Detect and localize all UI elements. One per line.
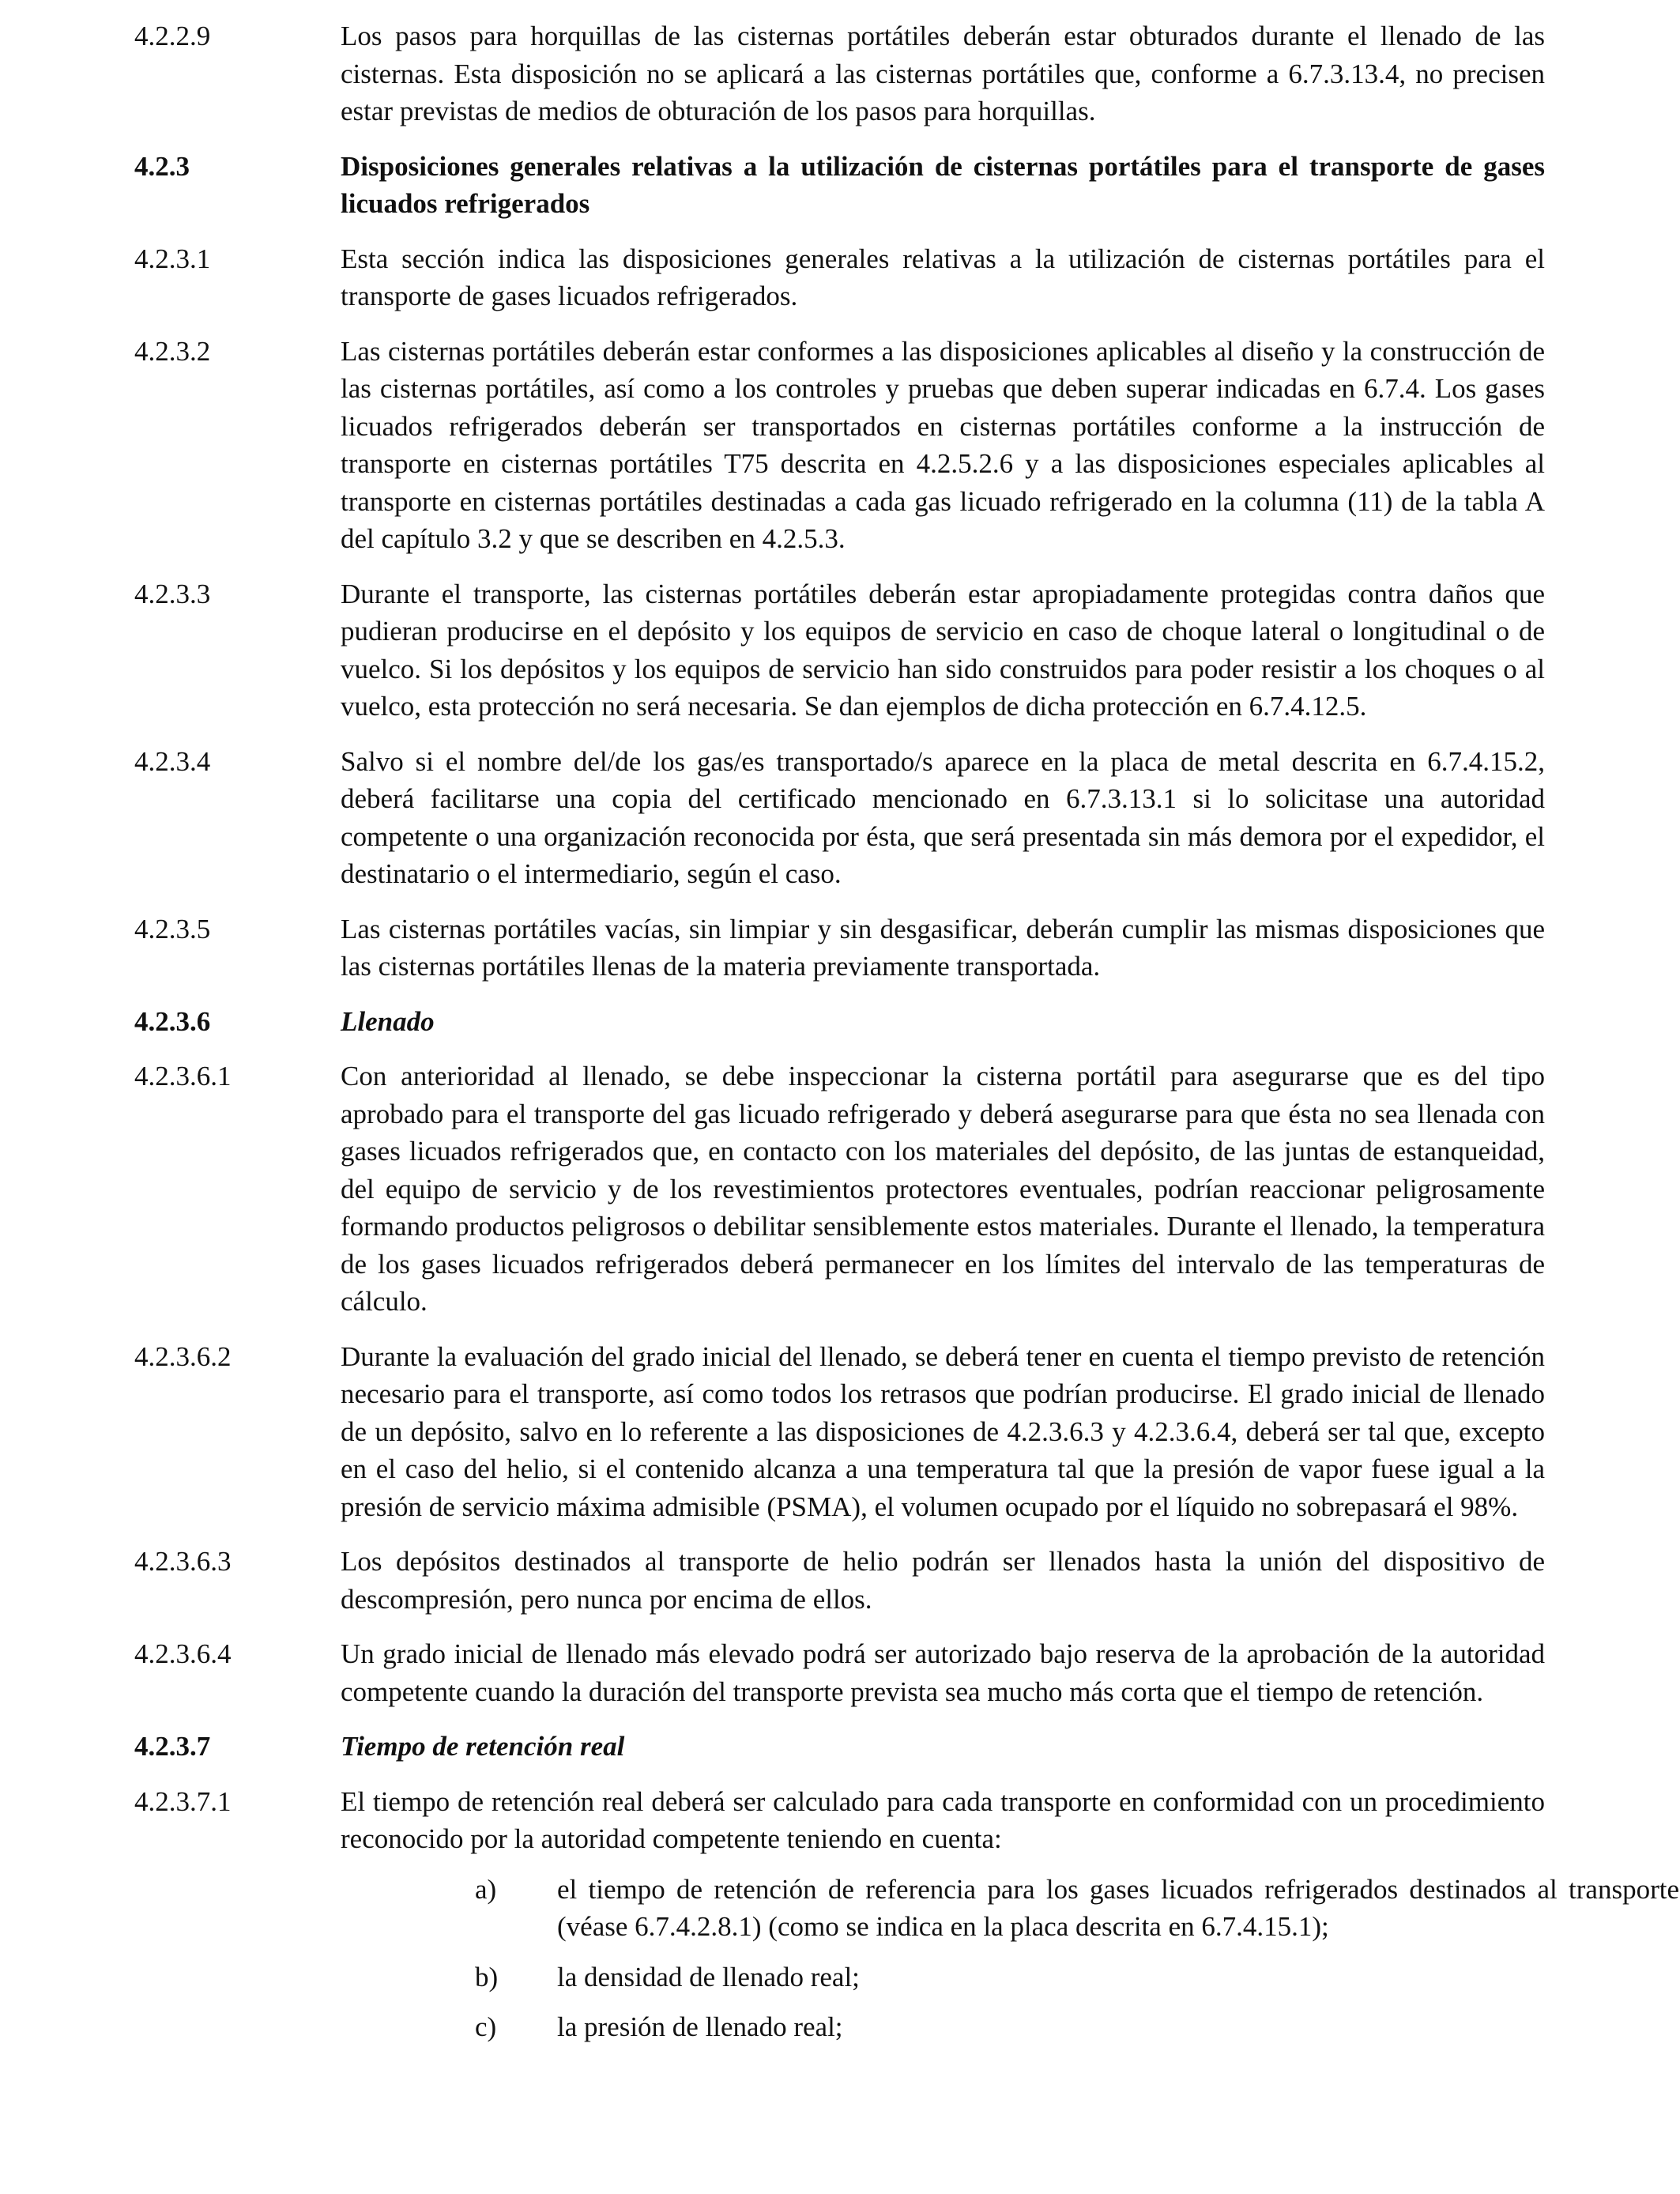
list-item-letter: a) <box>475 1873 497 1905</box>
document-page <box>134 17 1679 2059</box>
paragraph-number: 4.2.3.3 <box>134 578 211 609</box>
paragraph-text: Durante el transporte, las cisternas portátiles deberán estar apropiadamente protegidas contra daños que pudieran producirse en el depósito y los equipos de servicio en caso de choque lateral o longitudinal o de vuelco. Si los depósitos y los equipos de servicio han sido construidos para poder resistir a los choques o al vuelco, esta protección no será necesaria. Se dan ejemplos de dicha protección en 6.7.4.12.5. <box>341 578 1545 722</box>
paragraph-number: 4.2.3.7.1 <box>134 1785 232 1817</box>
paragraph-text: Los pasos para horquillas de las cisternas portátiles deberán estar obturados durante el llenado de las cisternas. Esta disposición no se aplicará a las cisternas portátiles que, conforme a 6.7.3.13.4, no precisen estar previstas de medios de obturación de los pasos para horquillas. <box>341 21 1545 126</box>
list-item-letter: b) <box>475 1961 499 1992</box>
paragraph-4-2-3-7-1 <box>134 1783 1545 1858</box>
paragraph-4-2-3-6-3 <box>134 1543 1545 1618</box>
paragraph-4-2-3-1 <box>134 240 1545 315</box>
paragraph-4-2-3-3 <box>134 575 1545 726</box>
paragraph-number: 4.2.3.6.4 <box>134 1638 232 1669</box>
list-item-text: el tiempo de retención de referencia para los gases licuados refrigerados destinados al transporte (véase 6.7.4.2.8.1) (como se indica en la placa descrita en 6.7.4.15.1); <box>557 1873 1679 1942</box>
paragraph-number: 4.2.3.6.1 <box>134 1061 232 1091</box>
list-item <box>134 1958 1679 1996</box>
paragraph-number: 4.2.3.5 <box>134 913 211 944</box>
paragraph-4-2-3-6-4 <box>134 1635 1545 1710</box>
paragraph-text: Los depósitos destinados al transporte de helio podrán ser llenados hasta la unión del dispositivo de descompresión, pero nunca por encima de ellos. <box>341 1546 1545 1615</box>
paragraph-number: 4.2.3.6.2 <box>134 1340 232 1372</box>
paragraph-4-2-3-2 <box>134 333 1545 558</box>
heading-4-2-3-7 <box>134 1728 1545 1766</box>
paragraph-number: 4.2.2.9 <box>134 21 211 51</box>
paragraph-text: Esta sección indica las disposiciones generales relativas a la utilización de cisternas portátiles para el transporte de gases licuados refrigerados. <box>341 243 1545 311</box>
heading-number: 4.2.3.7 <box>134 1731 211 1762</box>
paragraph-text: Salvo si el nombre del/de los gas/es transportado/s aparece en la placa de metal descrita en 6.7.4.15.2, deberá facilitarse una copia del certificado mencionado en 6.7.3.13.1 si lo solicitase una autoridad competente o una organización reconocida por ésta, que será presentada sin más demora por el expedidor, el destinatario o el intermediario, según el caso. <box>341 745 1545 889</box>
heading-text: Tiempo de retención real <box>341 1731 625 1762</box>
list-item-text: la densidad de llenado real; <box>557 1961 860 1992</box>
lettered-list <box>475 1871 1679 2046</box>
paragraph-text: Las cisternas portátiles deberán estar conformes a las disposiciones aplicables al diseño y la construcción de las cisternas portátiles, así como a los controles y pruebas que deben superar indicadas en 6.7.4. Los gases licuados refrigerados deberán ser transportados en cisternas portátiles conforme a la instrucción de transporte en cisternas portátiles T75 descrita en 4.2.5.2.6 y a las disposiciones especiales aplicables al transporte en cisternas portátiles destinadas a cada gas licuado refrigerado en la columna (11) de la tabla A del capítulo 3.2 y que se describen en 4.2.5.3. <box>341 335 1545 554</box>
paragraph-4-2-2-9 <box>134 17 1545 130</box>
paragraph-text: Con anterioridad al llenado, se debe inspeccionar la cisterna portátil para asegurarse que es del tipo aprobado para el transporte del gas licuado refrigerado y deberá asegurarse para que ésta no sea llenada con gases licuados refrigerados que, en contacto con los materiales del depósito, de las juntas de estanqueidad, del equipo de servicio y de los revestimientos protectores eventuales, podrían reaccionar peligrosamente formando productos peligrosos o debilitar sensiblemente estos materiales. Durante el llenado, la temperatura de los gases licuados refrigerados deberá permanecer en los límites del intervalo de las temperaturas de cálculo. <box>341 1061 1545 1317</box>
paragraph-text: Las cisternas portátiles vacías, sin limpiar y sin desgasificar, deberán cumplir las mismas disposiciones que las cisternas portátiles llenas de la materia previamente transportada. <box>341 913 1545 982</box>
paragraph-text: El tiempo de retención real deberá ser calculado para cada transporte en conformidad con un procedimiento reconocido por la autoridad competente teniendo en cuenta: <box>341 1785 1545 1854</box>
paragraph-4-2-3-6-2 <box>134 1338 1545 1526</box>
paragraph-number: 4.2.3.6.3 <box>134 1546 232 1577</box>
list-item-letter: c) <box>475 2011 497 2042</box>
paragraph-4-2-3-6-1 <box>134 1057 1545 1321</box>
heading-4-2-3-6 <box>134 1003 1545 1041</box>
heading-text: Disposiciones generales relativas a la utilización de cisternas portátiles para el transporte de gases licuados refrigerados <box>341 150 1545 219</box>
heading-number: 4.2.3.6 <box>134 1005 211 1037</box>
paragraph-number: 4.2.3.2 <box>134 335 211 367</box>
paragraph-4-2-3-5 <box>134 910 1545 986</box>
list-item <box>134 2008 1679 2046</box>
paragraph-number: 4.2.3.1 <box>134 243 211 274</box>
paragraph-text: Un grado inicial de llenado más elevado podrá ser autorizado bajo reserva de la aprobación de la autoridad competente cuando la duración del transporte prevista sea mucho más corta que el tiempo de retención. <box>341 1638 1545 1707</box>
list-item-text: la presión de llenado real; <box>557 2011 843 2042</box>
paragraph-4-2-3-4 <box>134 743 1545 893</box>
heading-text: Llenado <box>341 1005 435 1037</box>
list-item <box>134 1871 1679 1946</box>
paragraph-text: Durante la evaluación del grado inicial del llenado, se deberá tener en cuenta el tiempo previsto de retención necesario para el transporte, así como todos los retrasos que podrían producirse. El grado inicial de llenado de un depósito, salvo en lo referente a las disposiciones de 4.2.3.6.3 y 4.2.3.6.4, deberá ser tal que, excepto en el caso del helio, si el contenido alcanza a una temperatura tal que la presión de vapor fuese igual a la presión de servicio máxima admisible (PSMA), el volumen ocupado por el líquido no sobrepasará el 98%. <box>341 1340 1545 1522</box>
heading-4-2-3 <box>134 148 1545 223</box>
heading-number: 4.2.3 <box>134 150 190 182</box>
paragraph-number: 4.2.3.4 <box>134 745 211 777</box>
